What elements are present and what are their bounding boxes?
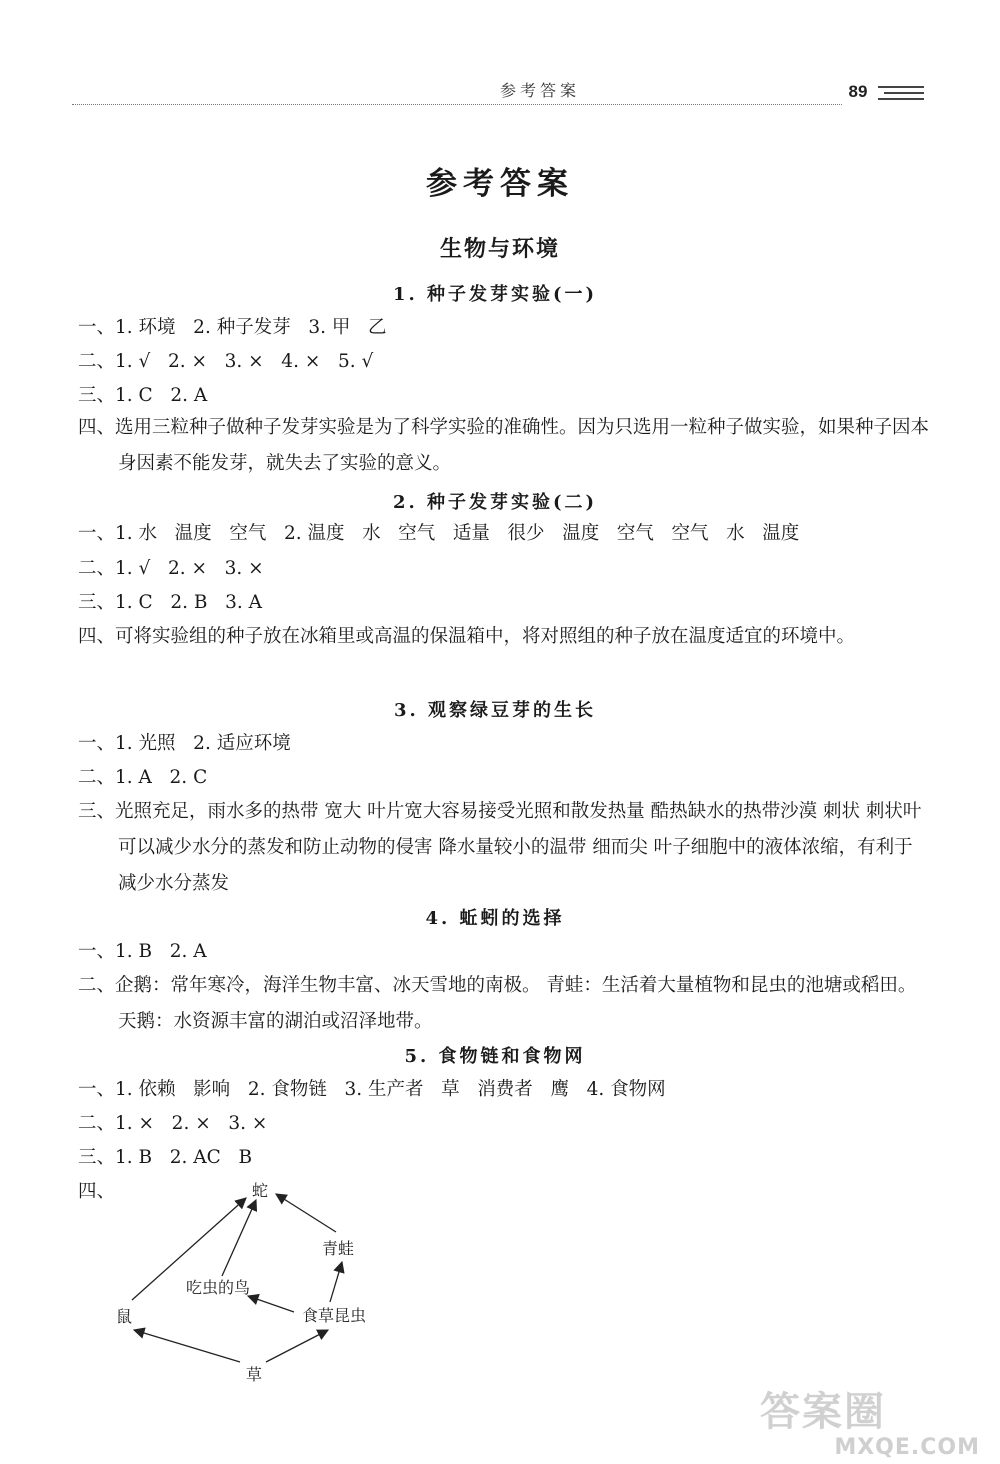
answer-paragraph: 四、选用三粒种子做种子发芽实验是为了科学实验的准确性。因为只选用一粒种子做实验，如果种子因本身因素不能发芽，就失去了实验的意义。	[78, 417, 930, 474]
node-grass: 草	[246, 1365, 263, 1384]
section-title-5: 5. 食物链和食物网	[404, 1046, 586, 1067]
unit-title: 生物与环境	[439, 237, 560, 262]
answer-paragraph: 二、企鹅：常年寒冷，海洋生物丰富、冰天雪地的南极。 青蛙：生活着大量植物和昆虫的池塘或稻田。 天鹅：水资源丰富的湖泊或沼泽地带。	[78, 975, 917, 1032]
node-frog: 青蛙	[322, 1239, 355, 1258]
watermark-logo	[760, 1380, 990, 1460]
page-number: 89	[848, 82, 868, 101]
answer-paragraph: 四、可将实验组的种子放在冰箱里或高温的保温箱中，将对照组的种子放在温度适宜的环境中。	[78, 626, 856, 647]
answer-line: 一、1. 光照 2. 适应环境	[78, 733, 291, 754]
watermark-url: MXQE.COM	[834, 1435, 980, 1460]
arrow-insect-to-bird	[248, 1296, 294, 1312]
arrow-insect-to-frog	[330, 1262, 342, 1302]
answer-line: 三、1. C 2. A	[78, 385, 208, 406]
answer-line: 二、1. √ 2. × 3. ×	[78, 558, 264, 579]
answer-line: 一、1. 依赖 影响 2. 食物链 3. 生产者 草 消费者 鹰 4. 食物网	[78, 1079, 666, 1100]
answer-line: 一、1. B 2. A	[78, 941, 207, 962]
header-decoration	[878, 86, 924, 104]
arrow-grass-to-insect	[266, 1330, 328, 1362]
answer-paragraph: 三、光照充足，雨水多的热带 宽大 叶片宽大容易接受光照和散发热量 酷热缺水的热带沙漠 刺状 刺状叶可以减少水分的蒸发和防止动物的侵害 降水量较小的温带 细而尖 叶子细胞中的液体浓缩，有利于减少水分蒸发	[78, 801, 922, 894]
answer-line: 三、1. B 2. AC B	[78, 1147, 253, 1168]
arrow-mouse-to-snake	[132, 1198, 246, 1300]
answer-line: 一、1. 水 温度 空气 2. 温度 水 空气 适量 很少 温度 空气 空气 水 温度	[78, 523, 800, 544]
watermark-stamp: 答案圈	[760, 1389, 886, 1435]
answer-line: 二、1. A 2. C	[78, 767, 208, 788]
answer-line: 一、1. 环境 2. 种子发芽 3. 甲 乙	[78, 317, 387, 338]
main-title: 参考答案	[426, 166, 574, 202]
node-insect: 食草昆虫	[302, 1306, 367, 1325]
arrow-grass-to-mouse	[134, 1330, 240, 1362]
section-title-2: 2. 种子发芽实验(二)	[392, 492, 598, 513]
page-header	[72, 70, 932, 110]
answer-line: 二、1. × 2. × 3. ×	[78, 1113, 268, 1134]
answer-line: 三、1. C 2. B 3. A	[78, 592, 262, 613]
section-title-1: 1. 种子发芽实验(一)	[392, 284, 598, 305]
node-mouse: 鼠	[116, 1307, 133, 1326]
arrow-bird-to-snake	[222, 1200, 256, 1276]
answer-line: 二、1. √ 2. × 3. × 4. × 5. √	[78, 351, 374, 372]
header-rule	[72, 104, 842, 105]
section-title-3: 3. 观察绿豆芽的生长	[393, 700, 597, 721]
node-bird: 吃虫的鸟	[186, 1278, 251, 1297]
answer-line: 四、	[78, 1181, 116, 1202]
running-title: 参考答案	[499, 81, 580, 100]
section-title-4: 4. 蚯蚓的选择	[425, 908, 565, 929]
node-snake: 蛇	[252, 1181, 269, 1200]
